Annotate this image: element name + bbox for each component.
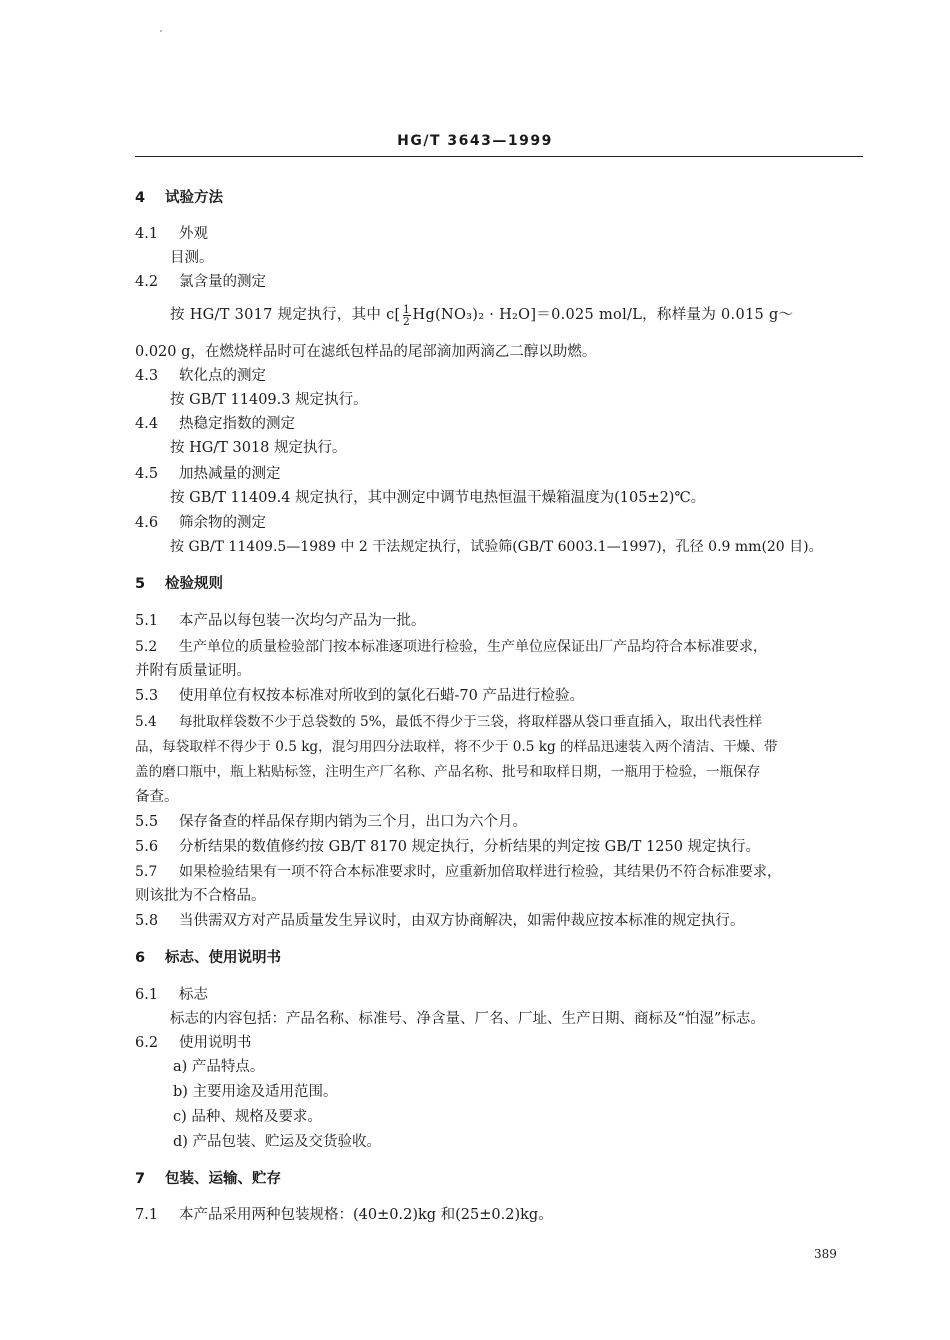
section-5-2-line-1: 5.2 生产单位的质量检验部门按本标准逐项进行检验，生产单位应保证出厂产品均符合本标准要求， [135,639,767,655]
section-4-6-body: 按 GB/T 11409.5—1989 中 2 干法规定执行，试验筛(GB/T 6003.1—1997)，孔径 0.9 mm(20 目)。 [170,539,823,555]
fraction-one-half: $\frac{1}{2}$ [402,302,411,328]
section-4-2-body-line-2: 0.020 g，在燃烧样品时可在滤纸包样品的尾部滴加两滴乙二醇以助燃。 [135,344,597,360]
section-4-1-heading: 4.1 外观 [135,226,208,242]
section-4-2-heading: 4.2 氯含量的测定 [135,274,266,290]
section-4-3-body: 按 GB/T 11409.3 规定执行。 [170,392,368,408]
section-5-3: 5.3 使用单位有权按本标准对所收到的氯化石蜡-70 产品进行检验。 [135,688,584,704]
section-5-4-line-3: 盖的磨口瓶中，瓶上粘贴标签，注明生产厂名称、产品名称、批号和取样日期，一瓶用于检验，一瓶保存 [135,764,761,780]
standard-code-header: HG/T 3643—1999 [397,133,553,149]
section-4-4-heading: 4.4 热稳定指数的测定 [135,416,295,432]
section-5-heading: 5 检验规则 [135,576,223,592]
section-4-4-body: 按 HG/T 3018 规定执行。 [170,440,347,456]
section-5-1: 5.1 本产品以每包装一次均匀产品为一批。 [135,613,426,629]
header-rule [135,156,863,157]
section-4-6-heading: 4.6 筛余物的测定 [135,515,266,531]
section-5-4-line-4: 备查。 [135,789,179,805]
list-item: c) 品种、规格及要求。 [173,1109,322,1125]
list-item: b) 主要用途及适用范围。 [173,1084,338,1100]
section-5-2-line-2: 并附有质量证明。 [135,663,251,679]
list-item: a) 产品特点。 [173,1059,265,1075]
section-5-6: 5.6 分析结果的数值修约按 GB/T 8170 规定执行，分析结果的判定按 GB/T 1250 规定执行。 [135,839,761,855]
section-4-heading: 4 试验方法 [135,190,223,206]
section-4-5-heading: 4.5 加热减量的测定 [135,466,281,482]
section-4-3-heading: 4.3 软化点的测定 [135,368,266,384]
section-5-8: 5.8 当供需双方对产品质量发生异议时，由双方协商解决，如需仲裁应按本标准的规定执行。 [135,913,745,929]
section-7-heading: 7 包装、运输、贮存 [135,1171,281,1187]
section-6-heading: 6 标志、使用说明书 [135,950,281,966]
page-number: 389 [814,1247,837,1261]
section-4-2-body-line-1: 按 HG/T 3017 规定执行，其中 c[ $\frac{1}{2}$ Hg(NO₃)₂ · H₂O]＝0.025 mol/L，称样量为 0.015 g～ [170,302,794,328]
section-5-7-line-1: 5.7 如果检验结果有一项不符合本标准要求时，应重新加倍取样进行检验，其结果仍不符合标准要求， [135,864,781,880]
section-6-1-heading: 6.1 标志 [135,987,208,1003]
section-4-1-body: 目测。 [170,250,214,266]
list-item: d) 产品包装、贮运及交货验收。 [173,1134,382,1150]
section-4-5-body: 按 GB/T 11409.4 规定执行，其中测定中调节电热恒温干燥箱温度为(105±2)℃。 [170,490,706,506]
section-5-4-line-1: 5.4 每批取样袋数不少于总袋数的 5%，最低不得少于三袋，将取样器从袋口垂直插入，取出代表性样 [135,714,763,730]
section-5-4-line-2: 品，每袋取样不得少于 0.5 kg，混匀用四分法取样，将不少于 0.5 kg 的样品迅速装入两个清洁、干燥、带 [135,739,778,755]
scan-speck [160,30,162,32]
section-5-7-line-2: 则该批为不合格品。 [135,888,266,904]
section-5-5: 5.5 保存备查的样品保存期内销为三个月，出口为六个月。 [135,814,527,830]
section-6-1-body: 标志的内容包括：产品名称、标准号、净含量、厂名、厂址、生产日期、商标及“怕湿”标志。 [170,1011,765,1027]
section-6-2-heading: 6.2 使用说明书 [135,1035,252,1051]
section-7-1: 7.1 本产品采用两种包装规格：(40±0.2)kg 和(25±0.2)kg。 [135,1207,553,1223]
